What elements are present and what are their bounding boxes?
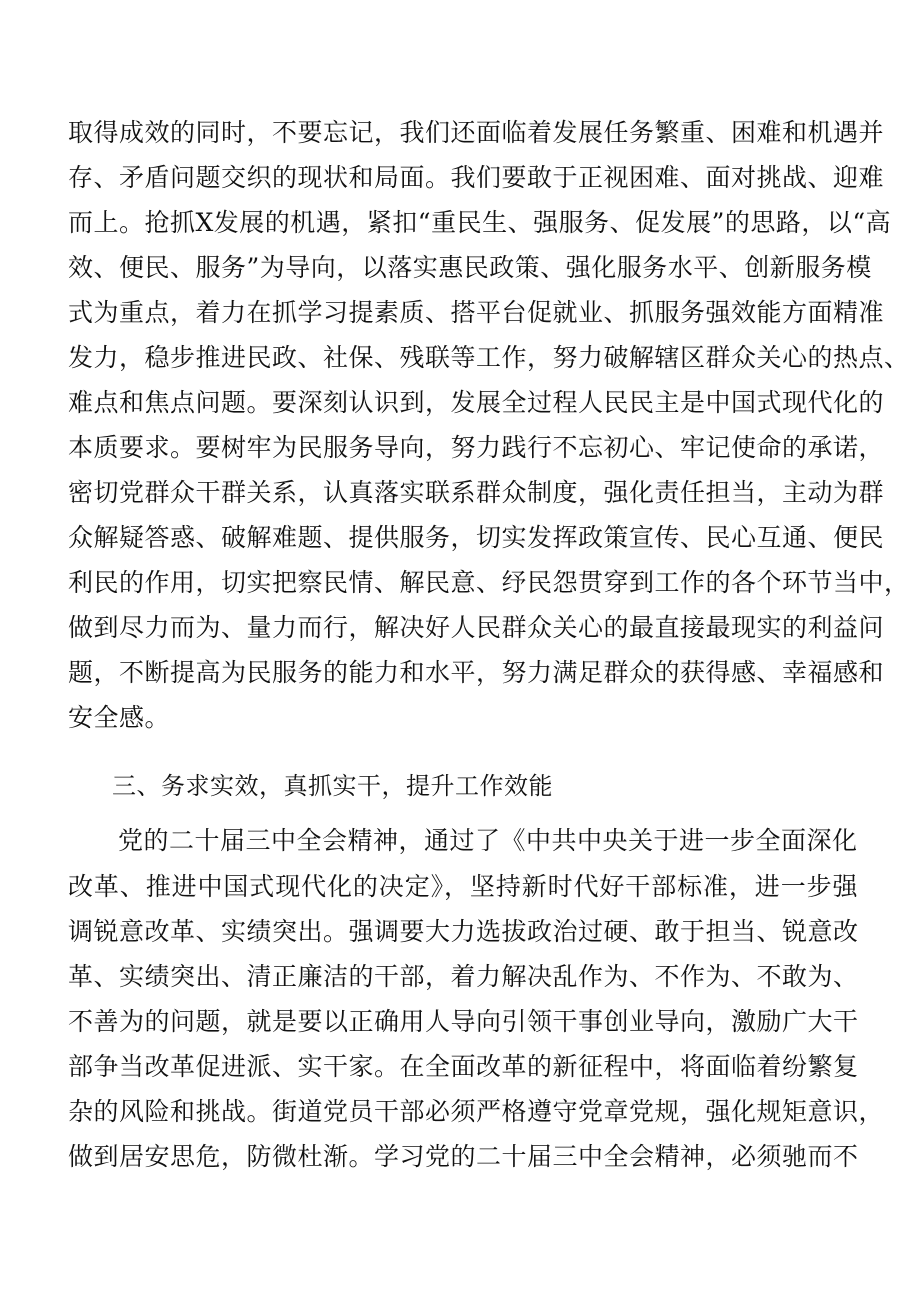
paragraph-line: 调锐意改革、实绩突出。强调要大力选拔政治过硬、敢于担当、锐意改 xyxy=(68,917,859,946)
paragraph-line: 改革、推进中国式现代化的决定》，坚持新时代好干部标准，进一步强 xyxy=(68,872,858,901)
section-heading: 三、务求实效，真抓实干，提升工作效能 xyxy=(112,772,553,800)
paragraph-line: 密切党群众干群关系，认真落实联系群众制度，强化责任担当，主动为群 xyxy=(68,478,885,507)
paragraph-line: 利民的作用，切实把察民情、解民意、纾民怨贯穿到工作的各个环节当中， xyxy=(68,568,910,597)
paragraph-line: 做到尽力而为、量力而行，解决好人民群众关心的最直接最现实的利益问 xyxy=(68,613,885,642)
paragraph-line: 取得成效的同时，不要忘记，我们还面临着发展任务繁重、困难和机遇并 xyxy=(68,118,885,147)
paragraph-line: 众解疑答惑、破解难题、提供服务，切实发挥政策宣传、民心互通、便民 xyxy=(68,523,885,552)
paragraph-line: 安全感。 xyxy=(68,703,171,732)
paragraph-line: 杂的风险和挑战。街道党员干部必须严格遵守党章党规，强化规矩意识， xyxy=(68,1097,885,1126)
paragraph-line: 式为重点，着力在抓学习提素质、搭平台促就业、抓服务强效能方面精准 xyxy=(68,298,885,327)
paragraph-line: 效、便民、服务”为导向，以落实惠民政策、强化服务水平、创新服务模 xyxy=(68,253,872,282)
paragraph-line: 革、实绩突出、清正廉洁的干部，着力解决乱作为、不作为、不敢为、 xyxy=(68,962,859,991)
paragraph-line: 部争当改革促进派、实干家。在全面改革的新征程中，将面临着纷繁复 xyxy=(68,1052,859,1081)
paragraph-line: 题，不断提高为民服务的能力和水平，努力满足群众的获得感、幸福感和 xyxy=(68,658,885,687)
paragraph-line: 不善为的问题，就是要以正确用人导向引领干事创业导向，激励广大干 xyxy=(68,1007,859,1036)
paragraph-line: 发力，稳步推进民政、社保、残联等工作，努力破解辖区群众关心的热点、 xyxy=(68,343,910,372)
paragraph-line: 而上。抢抓X发展的机遇，紧扣“重民生、强服务、促发展”的思路，以“高 xyxy=(68,208,892,237)
paragraph-line: 存、矛盾问题交织的现状和局面。我们要敢于正视困难、面对挑战、迎难 xyxy=(68,163,885,192)
paragraph-line: 本质要求。要树牢为民服务导向，努力践行不忘初心、牢记使命的承诺， xyxy=(68,433,885,462)
paragraph-line: 难点和焦点问题。要深刻认识到，发展全过程人民民主是中国式现代化的 xyxy=(68,388,885,417)
paragraph-line: 做到居安思危，防微杜渐。学习党的二十届三中全会精神，必须驰而不 xyxy=(68,1142,859,1171)
paragraph-line: 党的二十届三中全会精神，通过了《中共中央关于进一步全面深化 xyxy=(118,826,858,855)
